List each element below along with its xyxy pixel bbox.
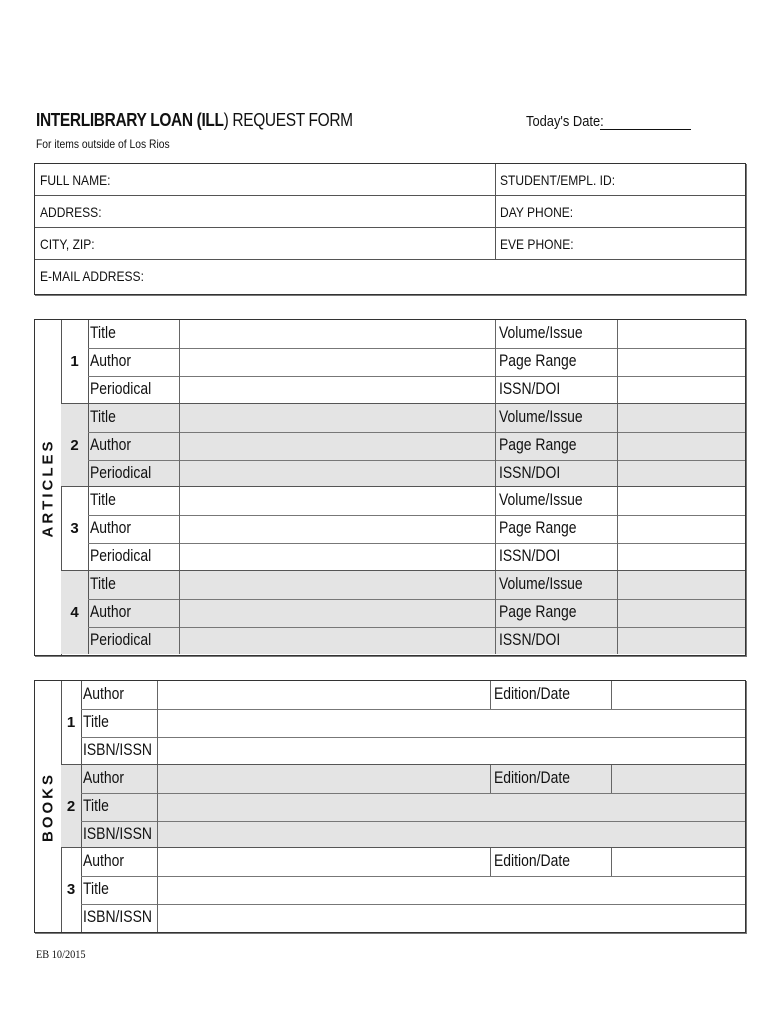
article-group bbox=[61, 320, 745, 404]
article-periodical-label: Periodical bbox=[90, 629, 152, 649]
article-value-field[interactable] bbox=[617, 460, 745, 488]
books-side-column bbox=[35, 681, 62, 932]
contact-row bbox=[35, 260, 745, 292]
articles-side-label: ARTICLES bbox=[39, 438, 57, 537]
full-name-label: FULL NAME: bbox=[40, 172, 111, 188]
book-author-label: Author bbox=[83, 851, 125, 870]
book-isbn-issn-label: ISBN/ISSN bbox=[83, 740, 152, 759]
article-author-label: Author bbox=[90, 351, 132, 370]
article-author-label: Author bbox=[90, 518, 132, 537]
book-edition-date-label: Edition/Date bbox=[494, 767, 570, 787]
column-divider bbox=[490, 848, 491, 876]
book-value-field[interactable] bbox=[611, 848, 745, 876]
item-number: 1 bbox=[61, 320, 89, 404]
article-page-range-label: Page Range bbox=[499, 351, 577, 370]
article-value-field[interactable] bbox=[617, 404, 745, 432]
column-divider bbox=[495, 571, 496, 655]
book-group bbox=[61, 765, 745, 849]
article-page-range-label: Page Range bbox=[499, 518, 577, 537]
article-value-field[interactable] bbox=[179, 571, 493, 599]
article-value-field[interactable] bbox=[179, 487, 493, 515]
contact-row bbox=[35, 196, 745, 228]
article-issn-doi-label: ISSN/DOI bbox=[499, 629, 561, 649]
article-value-field[interactable] bbox=[617, 627, 745, 655]
column-divider bbox=[179, 487, 180, 571]
book-author-label: Author bbox=[83, 684, 125, 703]
column-divider bbox=[617, 404, 618, 488]
article-group bbox=[61, 487, 745, 571]
book-value-field[interactable] bbox=[157, 681, 488, 709]
column-divider bbox=[611, 848, 612, 876]
item-number: 2 bbox=[61, 765, 82, 849]
book-value-field[interactable] bbox=[157, 737, 745, 765]
student-id-field[interactable] bbox=[495, 164, 634, 195]
city-zip-field[interactable] bbox=[35, 228, 495, 259]
article-title-label: Title bbox=[90, 406, 116, 426]
article-group bbox=[61, 404, 745, 488]
article-page-range-label: Page Range bbox=[499, 601, 577, 621]
book-value-field[interactable] bbox=[157, 793, 745, 821]
article-author-label: Author bbox=[90, 601, 132, 621]
item-number: 1 bbox=[61, 681, 82, 765]
article-value-field[interactable] bbox=[617, 543, 745, 571]
articles-table bbox=[34, 319, 746, 656]
book-group bbox=[61, 681, 745, 765]
book-value-field[interactable] bbox=[157, 765, 488, 793]
form-code: EB 10/2015 bbox=[36, 947, 86, 961]
book-title-label: Title bbox=[83, 795, 109, 815]
column-divider bbox=[179, 404, 180, 488]
article-value-field[interactable] bbox=[617, 571, 745, 599]
article-value-field[interactable] bbox=[179, 376, 493, 404]
item-number: 2 bbox=[61, 404, 89, 488]
article-value-field[interactable] bbox=[617, 599, 745, 627]
article-title-label: Title bbox=[90, 490, 116, 509]
book-value-field[interactable] bbox=[157, 876, 745, 904]
column-divider bbox=[495, 404, 496, 488]
article-value-field[interactable] bbox=[179, 348, 493, 376]
column-divider bbox=[617, 571, 618, 655]
column-divider bbox=[157, 848, 158, 932]
column-divider bbox=[179, 320, 180, 404]
books-side-label: BOOKS bbox=[39, 771, 57, 842]
form-subtitle: For items outside of Los Rios bbox=[36, 137, 170, 151]
column-divider bbox=[157, 681, 158, 765]
eve-phone-label: EVE PHONE: bbox=[500, 236, 574, 252]
form-title-rest: ) REQUEST FORM bbox=[223, 110, 353, 130]
article-value-field[interactable] bbox=[617, 320, 745, 348]
day-phone-field[interactable] bbox=[495, 196, 585, 227]
email-field[interactable] bbox=[35, 260, 745, 292]
form-title bbox=[36, 110, 353, 131]
column-divider bbox=[611, 681, 612, 709]
article-author-label: Author bbox=[90, 434, 132, 454]
email-label: E-MAIL ADDRESS: bbox=[40, 268, 144, 284]
article-value-field[interactable] bbox=[179, 320, 493, 348]
article-value-field[interactable] bbox=[179, 515, 493, 543]
column-divider bbox=[617, 320, 618, 404]
item-number: 3 bbox=[61, 487, 89, 571]
article-value-field[interactable] bbox=[617, 376, 745, 404]
todays-date-label: Today's Date: bbox=[526, 113, 604, 130]
article-title-label: Title bbox=[90, 573, 116, 593]
todays-date-field[interactable] bbox=[600, 129, 691, 130]
city-zip-label: CITY, ZIP: bbox=[40, 236, 95, 252]
column-divider bbox=[490, 681, 491, 709]
day-phone-label: DAY PHONE: bbox=[500, 204, 574, 220]
article-value-field[interactable] bbox=[617, 348, 745, 376]
article-periodical-label: Periodical bbox=[90, 462, 152, 482]
full-name-field[interactable] bbox=[35, 164, 495, 195]
address-field[interactable] bbox=[35, 196, 495, 227]
book-group bbox=[61, 848, 745, 932]
column-divider bbox=[611, 765, 612, 793]
book-value-field[interactable] bbox=[157, 848, 488, 876]
book-value-field[interactable] bbox=[157, 709, 745, 737]
article-volume-issue-label: Volume/Issue bbox=[499, 573, 583, 593]
column-divider bbox=[490, 765, 491, 793]
contact-info-table bbox=[34, 163, 746, 295]
student-id-label: STUDENT/EMPL. ID: bbox=[500, 172, 616, 188]
book-value-field[interactable] bbox=[157, 821, 745, 849]
article-periodical-label: Periodical bbox=[90, 546, 152, 565]
contact-row bbox=[35, 228, 745, 260]
article-value-field[interactable] bbox=[617, 515, 745, 543]
column-divider bbox=[617, 487, 618, 571]
eve-phone-field[interactable] bbox=[495, 228, 586, 259]
article-title-label: Title bbox=[90, 323, 116, 342]
book-isbn-issn-label: ISBN/ISSN bbox=[83, 823, 152, 843]
article-volume-issue-label: Volume/Issue bbox=[499, 490, 583, 509]
item-number: 4 bbox=[61, 571, 89, 655]
book-author-label: Author bbox=[83, 767, 125, 787]
article-value-field[interactable] bbox=[179, 460, 493, 488]
article-value-field[interactable] bbox=[617, 432, 745, 460]
article-periodical-label: Periodical bbox=[90, 379, 152, 398]
article-value-field[interactable] bbox=[179, 599, 493, 627]
book-value-field[interactable] bbox=[611, 681, 745, 709]
article-volume-issue-label: Volume/Issue bbox=[499, 406, 583, 426]
column-divider bbox=[495, 320, 496, 404]
column-divider bbox=[495, 487, 496, 571]
book-isbn-issn-label: ISBN/ISSN bbox=[83, 907, 152, 926]
book-edition-date-label: Edition/Date bbox=[494, 851, 570, 870]
books-table bbox=[34, 680, 746, 933]
article-group bbox=[61, 571, 745, 655]
article-issn-doi-label: ISSN/DOI bbox=[499, 462, 561, 482]
article-value-field[interactable] bbox=[179, 432, 493, 460]
article-value-field[interactable] bbox=[179, 543, 493, 571]
book-title-label: Title bbox=[83, 712, 109, 731]
article-value-field[interactable] bbox=[617, 487, 745, 515]
item-number: 3 bbox=[61, 848, 82, 932]
form-title-bold: INTERLIBRARY LOAN (ILL bbox=[36, 110, 224, 130]
articles-side-column bbox=[35, 320, 62, 655]
column-divider bbox=[179, 571, 180, 655]
book-value-field[interactable] bbox=[611, 765, 745, 793]
address-label: ADDRESS: bbox=[40, 204, 102, 220]
article-issn-doi-label: ISSN/DOI bbox=[499, 546, 561, 565]
article-value-field[interactable] bbox=[179, 627, 493, 655]
book-edition-date-label: Edition/Date bbox=[494, 684, 570, 703]
book-value-field[interactable] bbox=[157, 904, 745, 932]
book-title-label: Title bbox=[83, 879, 109, 898]
article-value-field[interactable] bbox=[179, 404, 493, 432]
article-issn-doi-label: ISSN/DOI bbox=[499, 379, 561, 398]
contact-row bbox=[35, 164, 745, 196]
column-divider bbox=[157, 765, 158, 849]
article-page-range-label: Page Range bbox=[499, 434, 577, 454]
article-volume-issue-label: Volume/Issue bbox=[499, 323, 583, 342]
